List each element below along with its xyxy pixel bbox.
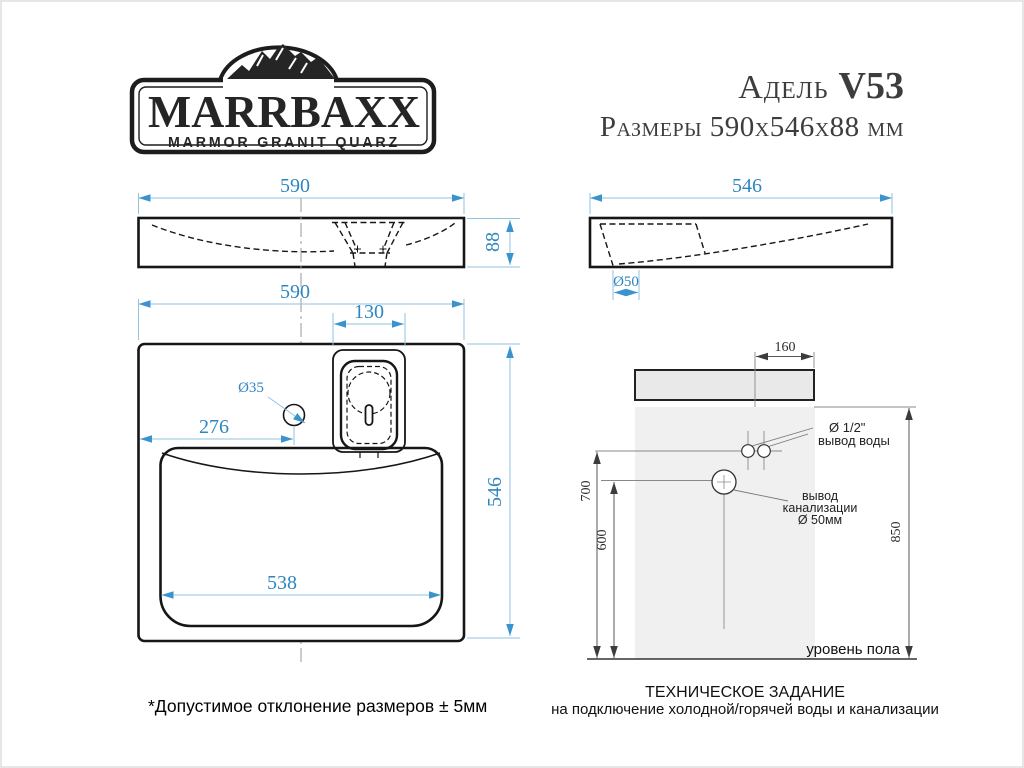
offset-dimension: 160: [774, 340, 796, 355]
side-drain-dimension: Ø50: [613, 274, 639, 290]
front-height-dimension: 88: [482, 232, 504, 252]
sewage-label-line2: канализации: [782, 501, 858, 515]
wall-area: [635, 407, 815, 659]
overflow-slot: [366, 405, 373, 425]
faucet-tray: [333, 350, 405, 458]
plan-width-dimension: 590: [280, 281, 310, 303]
tolerance-note: *Допустимое отклонение размеров ± 5мм: [148, 696, 488, 716]
plan-depth-dimension: 546: [484, 477, 506, 507]
sewage-label-line1: вывод: [801, 489, 839, 503]
drawing-canvas: [2, 2, 1024, 768]
sink-section: [635, 370, 814, 400]
logo-tagline-text: MARMOR GRANIT QUARZ: [168, 134, 400, 151]
water-outlet-label: вывод воды: [818, 433, 890, 448]
top-height-dimension: 850: [889, 521, 904, 543]
drain-height-dimension: 600: [595, 529, 610, 551]
installation-diagram: [551, 340, 939, 718]
product-name: Адель: [738, 69, 829, 106]
water-outlet-label-diameter: Ø 1/2": [829, 420, 866, 435]
tray-width-dimension: 130: [354, 301, 384, 323]
product-dimensions: Размеры 590х546х88 мм: [599, 110, 904, 143]
side-depth-dimension: 546: [732, 175, 762, 197]
sewage-label-line3: Ø 50мм: [797, 513, 843, 527]
plan-view: [139, 281, 521, 641]
faucet-hole-diameter-label: Ø35: [238, 380, 264, 396]
faucet-offset-dimension: 276: [199, 416, 229, 438]
technical-caption-subtitle: на подключение холодной/горячей воды и канализации: [551, 701, 939, 718]
water-outlet-right: [758, 445, 771, 458]
front-width-dimension: 590: [280, 175, 310, 197]
water-height-dimension: 700: [579, 480, 594, 502]
technical-caption-title: ТЕХНИЧЕСКОЕ ЗАДАНИЕ: [645, 684, 845, 701]
logo-brand-text: MARRBAXX: [148, 86, 420, 137]
water-outlet-left: [742, 445, 755, 458]
product-model: V53: [838, 65, 904, 107]
floor-level-label: уровень пола: [806, 641, 900, 658]
basin-width-dimension: 538: [267, 572, 297, 594]
side-view: [590, 175, 892, 300]
front-view: [139, 175, 521, 267]
